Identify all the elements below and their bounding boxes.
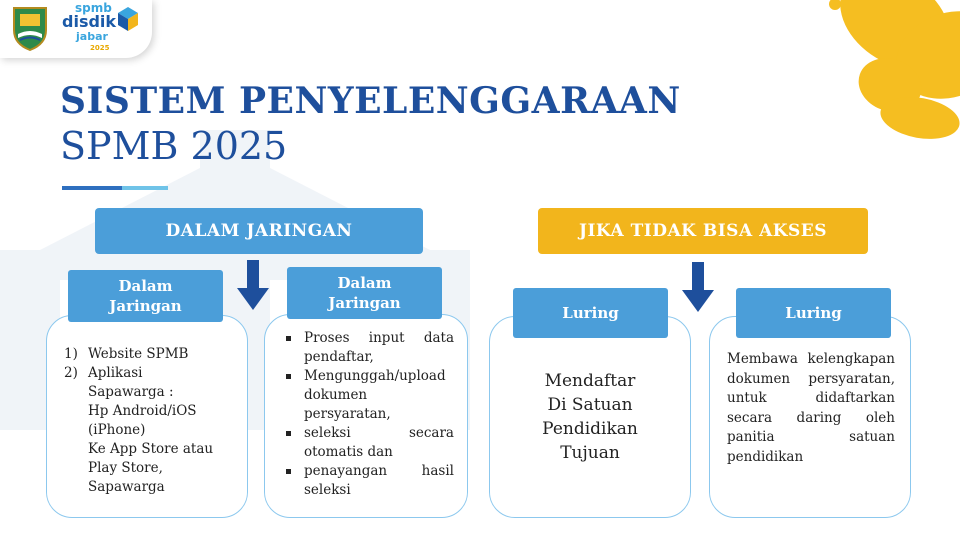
list-item: seleksi secara otomatis dan — [282, 424, 454, 462]
list-item: penayangan hasil seleksi — [282, 462, 454, 500]
online-process-label: Dalam Jaringan — [287, 267, 442, 319]
online-header: DALAM JARINGAN — [95, 208, 423, 254]
logo-cube-icon — [112, 5, 142, 35]
offline-documents-text: Membawa kelengkapan dokumen persyaratan, untuk didaftarkan secara daring oleh panitia satuan pendidikan — [727, 351, 895, 465]
down-arrow-icon — [237, 260, 269, 310]
online-method-label: Dalam Jaringan — [68, 270, 223, 322]
logo-spmb-text: spmb — [75, 1, 112, 15]
online-process-list — [282, 329, 454, 500]
list-number: 2) — [64, 365, 78, 381]
page-title: SISTEM PENYELENGGARAAN — [60, 80, 681, 122]
list-item: Proses input data pendaftar, — [282, 329, 454, 367]
decorative-flower-shape — [710, 0, 960, 140]
list-text: Website SPMB — [88, 346, 189, 362]
list-item — [64, 364, 244, 497]
list-text: Aplikasi Sapawarga : Hp Android/iOS (iPhone) Ke App Store atau Play Store, Sapawarga — [88, 365, 214, 495]
list-item: Mengunggah/upload dokumen persyaratan, — [282, 367, 454, 424]
logo-disdik-text: disdik — [62, 12, 117, 31]
logo-jabar-text: jabar — [76, 30, 108, 43]
title-underline-light — [122, 186, 168, 190]
online-method-list — [64, 345, 244, 497]
offline-header: JIKA TIDAK BISA AKSES — [538, 208, 868, 254]
list-item — [64, 345, 244, 364]
offline-documents-label: Luring — [736, 288, 891, 338]
down-arrow-icon — [682, 262, 714, 312]
offline-school-label: Luring — [513, 288, 668, 338]
list-number: 1) — [64, 346, 78, 362]
title-underline-dark — [62, 186, 122, 190]
west-java-crest-icon — [10, 4, 50, 52]
logo-year-text: 2025 — [90, 44, 110, 52]
page-subtitle: SPMB 2025 — [60, 124, 288, 168]
offline-school-text: Mendaftar Di Satuan Pendidikan Tujuan — [542, 371, 638, 463]
